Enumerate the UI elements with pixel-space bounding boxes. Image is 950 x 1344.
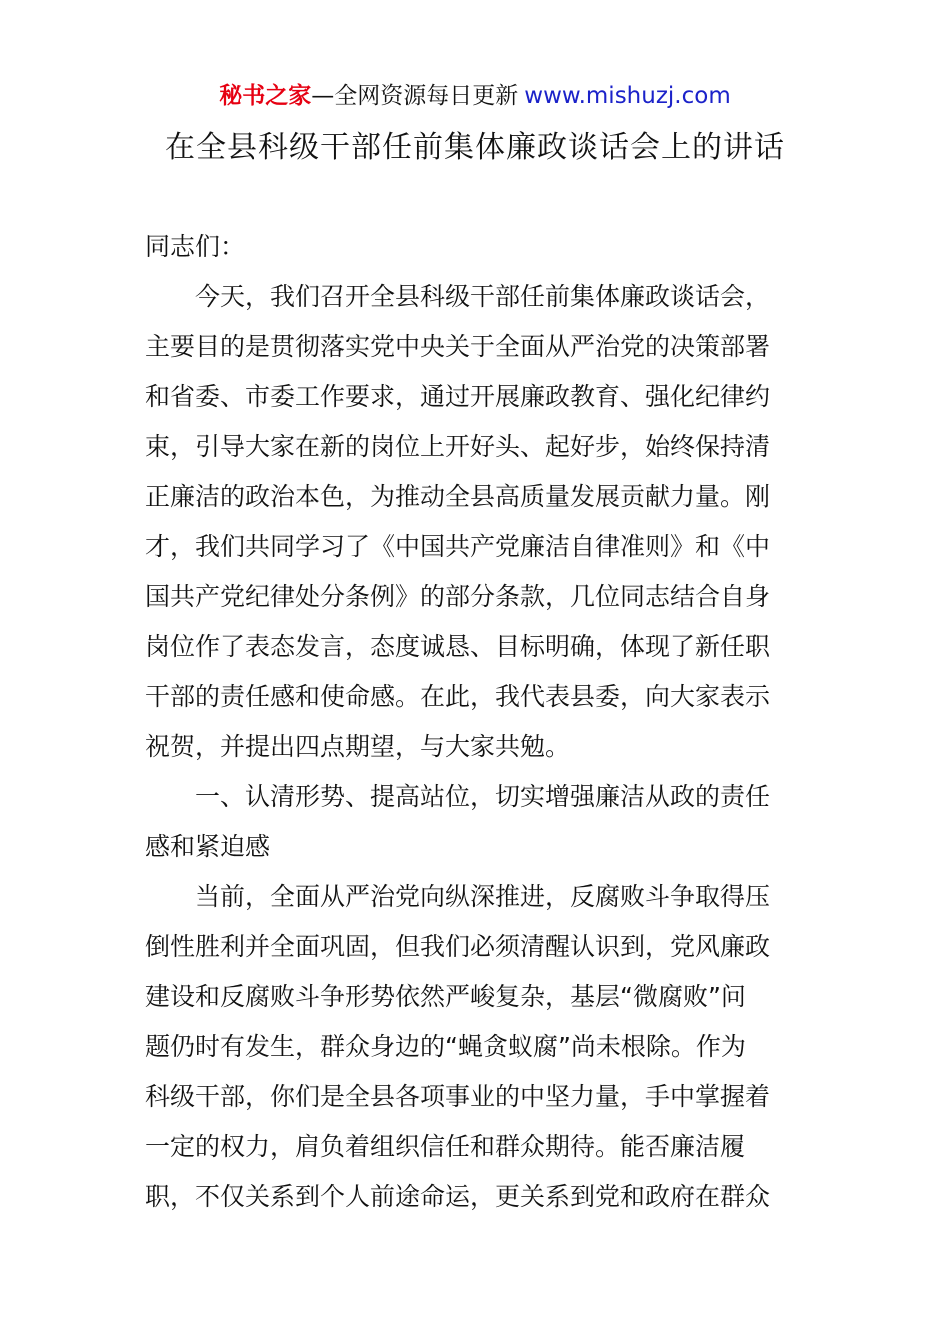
paragraph-line: 科级干部，你们是全县各项事业的中坚力量，手中掌握着 [145,1082,771,1111]
paragraph-line: 和省委、市委工作要求，通过开展廉政教育、强化纪律约 [145,382,771,411]
brand-name: 秘书之家 [219,83,312,109]
paragraph-line: 职，不仅关系到个人前途命运，更关系到党和政府在群众 [145,1182,771,1211]
paragraph-line: 岗位作了表态发言，态度诚恳、目标明确，体现了新任职 [145,632,771,661]
salutation: 同志们： [145,232,246,261]
section-heading-line: 一、认清形势、提高站位，切实增强廉洁从政的责任 [195,782,771,811]
paragraph-line: 干部的责任感和使命感。在此，我代表县委，向大家表示 [145,682,771,711]
paragraph-line: 当前，全面从严治党向纵深推进，反腐败斗争取得压 [195,882,771,911]
paragraph-line: 题仍时有发生，群众身边的“蝇贪蚁腐”尚未根除。作为 [145,1032,746,1061]
paragraph-line: 才，我们共同学习了《中国共产党廉洁自律准则》和《中 [145,532,771,561]
document-body [145,222,810,1222]
header-tagline: —全网资源每日更新 [311,83,519,109]
paragraph-line: 正廉洁的政治本色，为推动全县高质量发展贡献力量。刚 [145,482,771,511]
site-header [0,80,950,112]
paragraph-line: 今天，我们召开全县科级干部任前集体廉政谈话会， [195,282,771,311]
paragraph-line: 祝贺，并提出四点期望，与大家共勉。 [145,732,571,761]
document-title: 在全县科级干部任前集体廉政谈话会上的讲话 [165,130,785,165]
paragraph-line: 建设和反腐败斗争形势依然严峻复杂，基层“微腐败”问 [145,982,746,1011]
section-heading-line: 感和紧迫感 [145,832,271,861]
paragraph-line: 国共产党纪律处分条例》的部分条款，几位同志结合自身 [145,582,771,611]
paragraph-line: 束，引导大家在新的岗位上开好头、起好步，始终保持清 [145,432,771,461]
paragraph-line: 主要目的是贯彻落实党中央关于全面从严治党的决策部署 [145,332,771,361]
paragraph-line: 倒性胜利并全面巩固，但我们必须清醒认识到，党风廉政 [145,932,771,961]
paragraph-line: 一定的权力，肩负着组织信任和群众期待。能否廉洁履 [145,1132,746,1161]
site-url-link[interactable]: www.mishuzj.com [524,83,731,109]
